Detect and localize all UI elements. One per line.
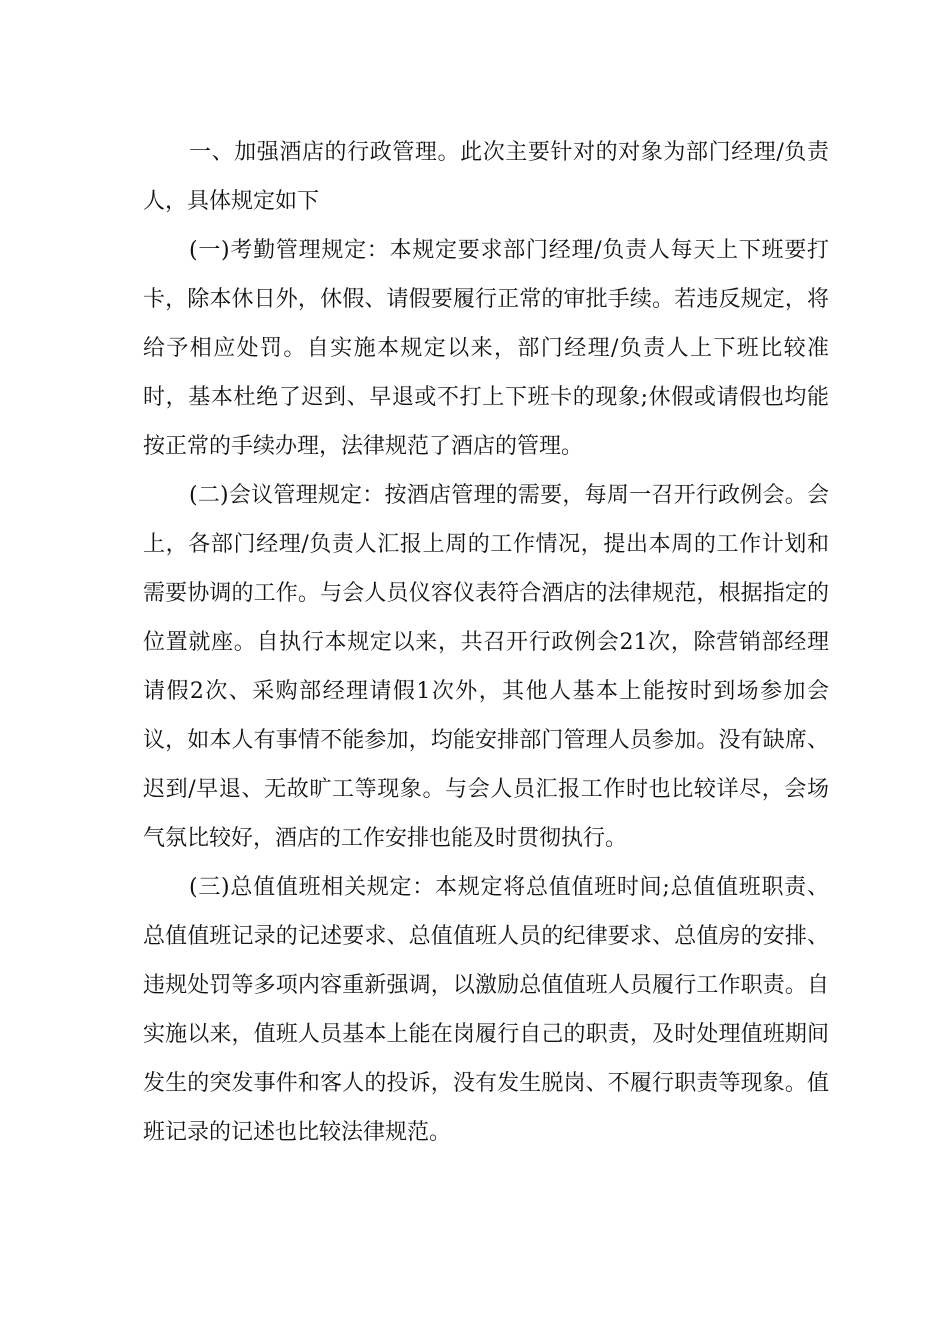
paragraph-admin-management: 一、加强酒店的行政管理。此次主要针对的对象为部门经理/负责人，具体规定如下: [143, 140, 829, 214]
paragraph-duty-rules: (三)总值值班相关规定：本规定将总值值班时间;总值值班职责、总值值班记录的记述要求、总值值班人员的纪律要求、总值房的安排、违规处罚等多项内容重新强调，以激励总值值班人员履行工作职责。自实施以来，值班人员基本上能在岗履行自己的职责，及时处理值班期间发生的突发事件和客人的投诉，没有发生脱岗、不履行职责等现象。值班记录的记述也比较法律规范。: [143, 875, 829, 1145]
document-body: [143, 128, 829, 1157]
paragraph-meeting-rules: (二)会议管理规定：按酒店管理的需要，每周一召开行政例会。会上，各部门经理/负责人汇报上周的工作情况，提出本周的工作计划和需要协调的工作。与会人员仪容仪表符合酒店的法律规范，根据指定的位置就座。自执行本规定以来，共召开行政例会21次，除营销部经理请假2次、采购部经理请假1次外，其他人基本上能按时到场参加会议，如本人有事情不能参加，均能安排部门管理人员参加。没有缺席、迟到/早退、无故旷工等现象。与会人员汇报工作时也比较详尽，会场气氛比较好，酒店的工作安排也能及时贯彻执行。: [143, 483, 829, 851]
paragraph-attendance-rules: (一)考勤管理规定：本规定要求部门经理/负责人每天上下班要打卡，除本休日外，休假、请假要履行正常的审批手续。若违反规定，将给予相应处罚。自实施本规定以来，部门经理/负责人上下班比较准时，基本杜绝了迟到、早退或不打上下班卡的现象;休假或请假也均能按正常的手续办理，法律规范了酒店的管理。: [143, 238, 829, 459]
